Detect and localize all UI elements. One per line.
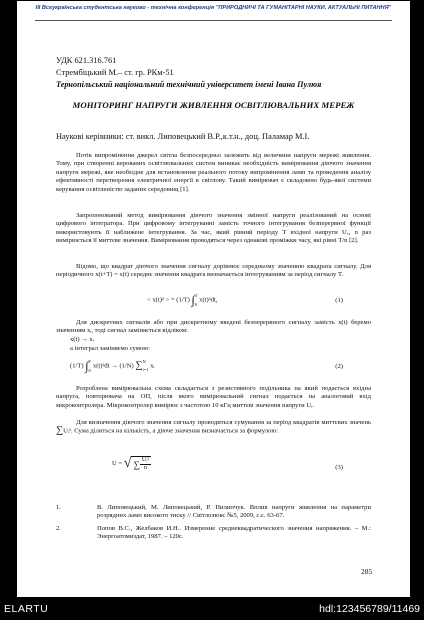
paragraph-6: Для визначення діючого значення сигналу проводиться сумування за період квадратів миттєвих значень ∑Uᵢ². Сума ділиться на кількість, а діюче значення визначається за формулою:	[56, 419, 371, 437]
paragraph-1: Потік випромінення джерел світла безпосередньо залежить від величини напруги мережі живлення. Тому, при створенні керованих освітлювальних систем виникає необхідність вимірювання діючого значення напруги мережі, яке необхідне для встановлення реального потоку випромінення ламп та проведення аналізу ефективності перетворення електричної енергії в світлову. Такий вимірювач є складовою будь-якої системи керування освітленістю заданих середовищ [1].	[56, 152, 371, 193]
eq2-lower-limit: 0	[88, 368, 91, 373]
eq1-lower-limit: 0	[194, 302, 197, 307]
paragraph-6-end: Сума ділиться на кількість, а діюче значення визначається за формулою:	[74, 428, 279, 436]
eq2-sum-lower: i=1	[142, 367, 149, 372]
eq3-denominator: n	[143, 465, 147, 471]
equation-2	[70, 357, 371, 381]
eq2-mid: x(t)²dt → (1/N)	[92, 362, 134, 370]
paper-title: МОНІТОРИНГ НАПРУГИ ЖИВЛЕННЯ ОСВІТЛЮВАЛЬНИХ МЕРЕЖ	[72, 100, 355, 110]
eq1-rhs: x(t)²dt,	[199, 296, 218, 304]
integral-sign: ∫	[85, 358, 89, 373]
sqrt-radicand	[131, 456, 151, 472]
sum-sign: ∑	[133, 459, 140, 470]
eq3-lhs: U =	[112, 459, 123, 467]
eq3-number: (3)	[335, 464, 343, 471]
paragraph-4: Для дискретних сигналів або при дискретному введені безперервного сигналу замість x(t) беремо значенням xᵢ, тоді сигнал заміняється відліком:	[56, 319, 371, 335]
author-line: Стрембіцький М.– ст. гр. РКм-51	[56, 68, 174, 77]
equation-1	[147, 291, 371, 315]
eq1-upper-limit: T	[194, 293, 198, 298]
eq2-sum-upper: N	[142, 359, 146, 364]
affiliation: Тернопільський національний технічний університет імені Івана Пулюя	[56, 80, 322, 89]
reference-text: В. Липовецький, М. Липовецький, Р. Пилипчук. Вплив напруги живлення на параметри розрядних ламп високого тиску // Світлолюкс №5, 2009, с.с. 63-67.	[97, 504, 371, 520]
page-number: 285	[361, 567, 373, 576]
sum-sign: ∑	[135, 359, 143, 371]
reference-number: 2.	[56, 525, 61, 532]
document-page	[17, 1, 410, 597]
paragraph-3: Відомо, що квадрат діючого значення сигналу дорівнює середньому значенню квадрата сигналу. Для періодичного x(t+T) = x(t) середнє значення квадрата визначається інтегруванням за період сигналу Т.	[56, 263, 371, 279]
eq3-fraction	[140, 457, 151, 472]
viewer-footer	[0, 598, 424, 620]
reference-number: 1.	[56, 504, 61, 511]
eq2-number: (2)	[335, 363, 343, 370]
paragraph-5: Розроблена вимірювальна схема складається з резистивного подільника на який подається вхідна напруга, повторювача на ОП, після якого вимірювальний сигнал подається на аналоговий вхід мікроконтролера. Мікроконтролер вимірює з частотою 10 кГц миттєві значення напруги Uᵢ.	[56, 385, 371, 409]
paragraph-2: Запропонований метод вимірювання діючого значення змінної напруги реалізований на основі цифрового інтегратора. При цифровому інтегруванні замість точного інтегрування безперервної функції використовують її наближене інтегрування. За час, який рівний періоду Т вхідної напруги Uₓ, n раз вимірюється її миттєве значення. Вимірювання проводяться через однакові проміжки часу, які рівні T/n [2].	[56, 212, 371, 245]
equation-3	[112, 456, 371, 482]
supervisors-line: Наукові керівники: ст. викл. Липовецький В.Р.,к.т.н., доц. Паламар М.І.	[56, 132, 310, 141]
eq2-lhs: (1/T)	[70, 362, 84, 370]
reference-text: Попов В.С., Желбаков И.Н.. Измерение среднеквадратического значения напряжения. – М.: Энергоатомиздат, 1987. – 120с.	[97, 525, 371, 541]
eq3-numerator: Uᵢ²	[141, 457, 150, 463]
eq1-lhs: < x(t)² > = (1/T)	[147, 296, 190, 304]
sqrt-sign: √	[123, 455, 132, 471]
sum-sign: ∑	[56, 425, 64, 437]
sqrt-expression	[124, 456, 151, 472]
eq1-number: (1)	[335, 297, 343, 304]
eq2-upper-limit: T	[88, 359, 92, 364]
conference-header: III Всеукраїнська студентська науково - технічна конференція "ПРИРОДНИЧІ ТА ГУМАНІТАРНІ НАУКИ. АКТУАЛЬНІ ПИТАННЯ"	[35, 5, 392, 11]
repository-name: ELARTU	[4, 603, 49, 615]
integral-to-sum-line: а інтеграл заміняємо сумою:	[70, 345, 150, 352]
handle-link[interactable]: hdl:123456789/11469	[319, 603, 420, 615]
mapping-line: x(t) → xᵢ	[70, 336, 94, 343]
sum-term: Uᵢ²	[63, 428, 71, 436]
udc-code: УДК 621.316.761	[56, 56, 117, 65]
header-divider	[35, 20, 392, 21]
paragraph-6-start: Для визначення діючого значення сигналу проводиться сумування за період квадратів миттєвих значень	[76, 419, 371, 426]
integral-sign: ∫	[191, 292, 195, 307]
eq2-rhs: xᵢ	[150, 362, 155, 370]
